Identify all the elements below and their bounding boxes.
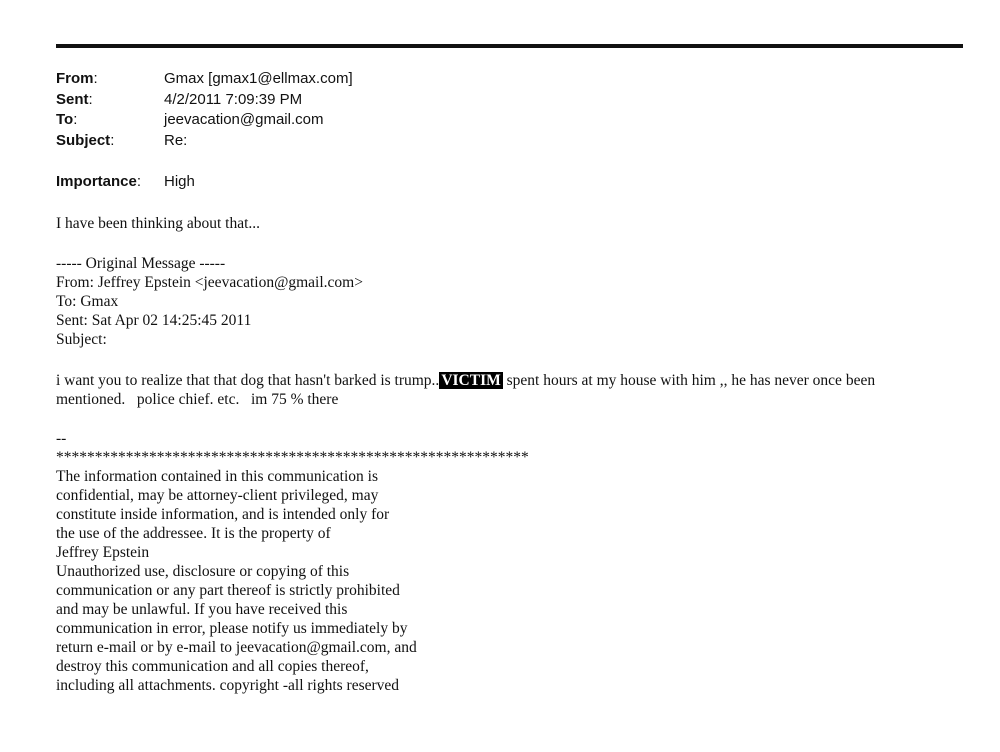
original-message-block bbox=[56, 254, 363, 349]
disclaimer-line: constitute inside information, and is intended only for bbox=[56, 506, 390, 523]
from-row: From: Gmax [gmax1@ellmax.com] bbox=[56, 69, 353, 90]
disclaimer-line: Jeffrey Epstein bbox=[56, 544, 150, 561]
message-line-1 bbox=[56, 371, 875, 390]
importance-row: Importance: High bbox=[56, 173, 195, 190]
disclaimer-line: The information contained in this communication is bbox=[56, 468, 378, 485]
original-separator: ----- Original Message ----- bbox=[56, 255, 226, 272]
to-label: To bbox=[56, 111, 74, 128]
message-body bbox=[56, 371, 875, 409]
importance-label: Importance bbox=[56, 173, 137, 190]
subject-label: Subject bbox=[56, 131, 111, 149]
disclaimer-line: confidential, may be attorney-client privileged, may bbox=[56, 487, 379, 504]
disclaimer-line: return e-mail or by e-mail to jeevacation@gmail.com, and bbox=[56, 639, 417, 656]
original-from: From: Jeffrey Epstein <jeevacation@gmail.com> bbox=[56, 274, 363, 291]
disclaimer-line: Unauthorized use, disclosure or copying of this bbox=[56, 563, 350, 580]
sent-label: Sent bbox=[56, 90, 89, 108]
top-divider bbox=[56, 44, 963, 48]
signature-asterisks: ************************************************************* bbox=[56, 449, 529, 466]
message-line-1-after: spent hours at my house with him ,, he has never once been bbox=[502, 372, 876, 389]
disclaimer-line: the use of the addressee. It is the property of bbox=[56, 525, 331, 542]
from-label: From bbox=[56, 70, 94, 87]
original-sent: Sent: Sat Apr 02 14:25:45 2011 bbox=[56, 312, 252, 329]
to-row: To: jeevacation@gmail.com bbox=[56, 110, 353, 131]
disclaimer-line: destroy this communication and all copies thereof, bbox=[56, 658, 369, 675]
disclaimer-line: communication in error, please notify us immediately by bbox=[56, 620, 408, 637]
message-line-1-before: i want you to realize that that dog that hasn't barked is trump.. bbox=[56, 372, 440, 389]
subject-row: Subject: Re: bbox=[56, 131, 353, 152]
reply-text: I have been thinking about that... bbox=[56, 215, 261, 232]
to-value: jeevacation@gmail.com bbox=[164, 111, 324, 128]
disclaimer-line: and may be unlawful. If you have received this bbox=[56, 601, 348, 618]
message-line-2: mentioned. police chief. etc. im 75 % there bbox=[56, 391, 339, 408]
redaction-box: VICTIM bbox=[441, 372, 501, 389]
disclaimer-line: including all attachments. copyright -all rights reserved bbox=[56, 677, 400, 694]
importance-value: High bbox=[164, 173, 195, 190]
disclaimer-line: communication or any part thereof is strictly prohibited bbox=[56, 582, 400, 599]
sent-value: 4/2/2011 7:09:39 PM bbox=[164, 90, 303, 108]
subject-value: Re: bbox=[164, 131, 188, 149]
original-subject: Subject: bbox=[56, 331, 107, 348]
email-header bbox=[56, 69, 353, 151]
original-to: To: Gmax bbox=[56, 293, 119, 310]
signature-block bbox=[56, 429, 529, 695]
sent-row: Sent: 4/2/2011 7:09:39 PM bbox=[56, 90, 353, 111]
signature-dashes: -- bbox=[56, 430, 67, 447]
from-value: Gmax [gmax1@ellmax.com] bbox=[164, 70, 353, 87]
